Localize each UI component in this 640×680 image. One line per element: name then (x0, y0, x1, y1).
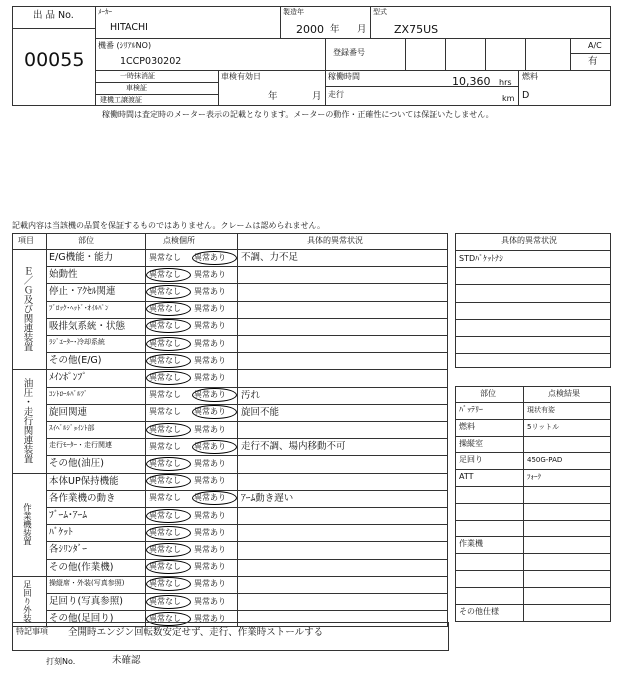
abnormal-circle-mark (192, 251, 237, 265)
abnormal-option: 異常あり (194, 252, 226, 262)
abnormal-option: 異常あり (194, 493, 226, 503)
abnormal-option: 異常あり (194, 269, 226, 279)
part-label: ﾌﾞﾛｯｸ･ﾍｯﾄﾞ･ｵｲﾙﾊﾟﾝ (49, 303, 109, 312)
part-label: ﾊﾞｹｯﾄ (49, 527, 73, 539)
normal-circle-mark (146, 543, 191, 557)
header-detail: 具体的異常状況 (307, 236, 363, 245)
abnormal-option: 異常あり (194, 476, 226, 486)
abnormal-option: 異常あり (194, 424, 226, 434)
header-part: 部位 (78, 236, 94, 245)
normal-option: 異常なし (149, 355, 181, 365)
abnormal-option: 異常あり (194, 579, 226, 589)
part-label: 操縦席・外装(写真参照) (49, 578, 125, 587)
abnormal-option: 異常あり (194, 304, 226, 314)
normal-option: 異常なし (149, 372, 181, 382)
abnormal-option: 異常あり (194, 407, 226, 417)
abnormal-option: 異常あり (194, 510, 226, 520)
hours-unit: hrs (499, 78, 512, 87)
lot-number: 00055 (24, 49, 85, 71)
reg-label: 登録番号 (333, 48, 365, 57)
abnormal-option: 異常あり (194, 596, 226, 606)
remarks-label: 特記事項 (16, 627, 48, 636)
normal-option: 異常なし (149, 252, 181, 262)
result-part: 足回り (459, 455, 483, 464)
year-unit: 年 (330, 24, 340, 35)
abnormal-option: 異常あり (194, 321, 226, 331)
model-label: 型式 (373, 8, 387, 16)
part-label: 走行ﾓｰﾀｰ・走行関連 (49, 441, 112, 450)
results-header-part: 部位 (480, 389, 496, 398)
part-label: 旋回関連 (49, 406, 88, 418)
abnormal-option: 異常あり (194, 562, 226, 572)
inspect-month-unit: 月 (312, 91, 322, 102)
group-label: 足回り外装 (21, 580, 32, 623)
part-label: ﾒｲﾝﾎﾟﾝﾌﾟ (49, 372, 88, 384)
result-part: 燃料 (459, 422, 475, 431)
result-value: ﾌｫｰｸ (527, 473, 541, 481)
ac-label: A/C (588, 41, 602, 50)
normal-option: 異常なし (149, 510, 181, 520)
normal-circle-mark (146, 509, 191, 523)
normal-option: 異常なし (149, 407, 181, 417)
km-unit: km (502, 94, 515, 103)
hours-value: 10,360 (452, 75, 491, 88)
result-value: 5リットル (527, 423, 560, 431)
normal-option: 異常なし (149, 544, 181, 554)
result-part: その他仕様 (459, 607, 499, 616)
result-value: 450G-PAD (527, 456, 563, 464)
stamp-value: 未確認 (112, 655, 141, 666)
results-header-result: 点検結果 (548, 389, 580, 398)
normal-circle-mark (146, 371, 191, 385)
part-label: ﾗｼﾞｴｰﾀｰ･冷却系統 (49, 338, 105, 346)
serial-label: 機番 (ｼﾘｱﾙNO) (98, 41, 152, 50)
part-label: ｽｲﾍﾞﾙｼﾞｮｲﾝﾄ部 (49, 424, 95, 432)
detail-text: 走行不調、場内移動不可 (241, 441, 346, 453)
cert-temp-deregistration: 一時抹消証 (120, 72, 155, 80)
part-label: 始動性 (49, 269, 78, 281)
normal-option: 異常なし (149, 269, 181, 279)
abnormal-option: 異常あり (194, 338, 226, 348)
abnormal-option: 異常あり (194, 613, 226, 623)
normal-option: 異常なし (149, 441, 181, 451)
result-part: ATT (459, 472, 474, 481)
lot-label: 出 品 No. (33, 10, 74, 21)
remarks-text: 全開時エンジン回転数安定せず、走行、作業時ストールする (68, 627, 324, 638)
normal-option: 異常なし (149, 613, 181, 623)
month-unit: 月 (357, 24, 367, 35)
serial-value: 1CCP030202 (120, 56, 182, 67)
detail-side-header: 具体的異常状況 (501, 236, 557, 245)
part-label: ﾌﾞｰﾑ･ｱｰﾑ (49, 510, 88, 521)
year-value: 2000 (296, 23, 324, 36)
stamp-label: 打刻No. (46, 657, 76, 666)
abnormal-option: 異常あり (194, 390, 226, 400)
normal-circle-mark (146, 526, 191, 540)
normal-option: 異常なし (149, 458, 181, 468)
normal-option: 異常なし (149, 304, 181, 314)
part-label: 停止・ｱｸｾﾙ関連 (49, 286, 116, 298)
km-label: 走行 (328, 90, 344, 99)
part-label: 各ｼﾘﾝﾀﾞｰ (49, 544, 88, 556)
normal-option: 異常なし (149, 390, 181, 400)
detail-text: 旋回不能 (241, 406, 280, 418)
ac-value: 有 (588, 56, 598, 67)
abnormal-option: 異常あり (194, 286, 226, 296)
header-item: 項目 (18, 236, 34, 245)
abnormal-option: 異常あり (194, 544, 226, 554)
inspect-year-unit: 年 (268, 91, 278, 102)
detail-text: 不調、力不足 (241, 252, 299, 263)
part-label: 本体UP保持機能 (49, 475, 119, 487)
inspect-label: 車検有効日 (221, 72, 261, 81)
abnormal-option: 異常あり (194, 527, 226, 537)
normal-circle-mark (146, 595, 191, 609)
notice-hours: 稼働時間は査定時のメーター表示の記載となります。メーターの動作・正確性については保証いたしません。 (102, 110, 494, 119)
result-part: 作業機 (459, 539, 483, 548)
abnormal-option: 異常あり (194, 372, 226, 382)
part-label: ｺﾝﾄﾛｰﾙﾊﾞﾙﾌﾞ (49, 389, 88, 398)
part-label: 吸排気系統・状態 (49, 320, 126, 332)
normal-option: 異常なし (149, 286, 181, 296)
cert-transfer: 建機工譲渡証 (100, 96, 142, 104)
maker-value: HITACHI (110, 22, 148, 33)
normal-option: 異常なし (149, 476, 181, 486)
normal-circle-mark (146, 337, 191, 351)
part-label: E/G機能・能力 (49, 252, 114, 263)
year-label: 製造年 (283, 8, 304, 16)
fuel-value: D (522, 90, 530, 101)
group-label: 油圧・走行関連装置 (21, 378, 33, 464)
normal-option: 異常なし (149, 493, 181, 503)
normal-option: 異常なし (149, 562, 181, 572)
normal-option: 異常なし (149, 596, 181, 606)
normal-circle-mark (146, 457, 191, 471)
detail-side-first-entry: STDﾊﾞｹｯﾄﾅｼ (459, 254, 504, 263)
part-label: 足回り(写真参照) (49, 596, 123, 607)
part-label: その他(油圧) (49, 458, 104, 470)
part-label: その他(作業機) (49, 561, 114, 573)
result-part: 操縦室 (459, 439, 483, 448)
abnormal-option: 異常あり (194, 441, 226, 451)
abnormal-circle-mark (192, 440, 237, 454)
normal-circle-mark (146, 285, 191, 299)
group-label: Ｅ／Ｇ及び関連装置 (21, 266, 33, 352)
normal-circle-mark (146, 268, 191, 282)
normal-option: 異常なし (149, 579, 181, 589)
part-label: その他(足回り) (49, 613, 114, 625)
normal-option: 異常なし (149, 321, 181, 331)
normal-circle-mark (146, 423, 191, 437)
detail-text: ｱｰﾑ動き遅い (241, 492, 294, 504)
abnormal-option: 異常あり (194, 355, 226, 365)
cert-inspection: 車検証 (126, 84, 147, 92)
part-label: その他(E/G) (49, 355, 102, 367)
abnormal-option: 異常あり (194, 458, 226, 468)
notice-quality: 記載内容は当該機の品質を保証するものではありません。クレームは認められません。 (12, 221, 325, 230)
result-part: ﾊﾞｯﾃﾘｰ (459, 405, 483, 414)
normal-circle-mark (146, 354, 191, 368)
part-label: 各作業機の動き (49, 492, 116, 504)
group-label: 作業機装置 (21, 502, 32, 546)
normal-option: 異常なし (149, 527, 181, 537)
fuel-label: 燃料 (522, 72, 538, 81)
header-check: 点検個所 (163, 236, 195, 245)
normal-option: 異常なし (149, 338, 181, 348)
normal-option: 異常なし (149, 424, 181, 434)
maker-label: ﾒｰｶｰ (98, 8, 112, 16)
hours-label: 稼働時間 (328, 72, 360, 81)
model-value: ZX75US (394, 23, 439, 36)
result-value: 現状有姿 (527, 406, 555, 414)
detail-text: 汚れ (241, 389, 261, 401)
